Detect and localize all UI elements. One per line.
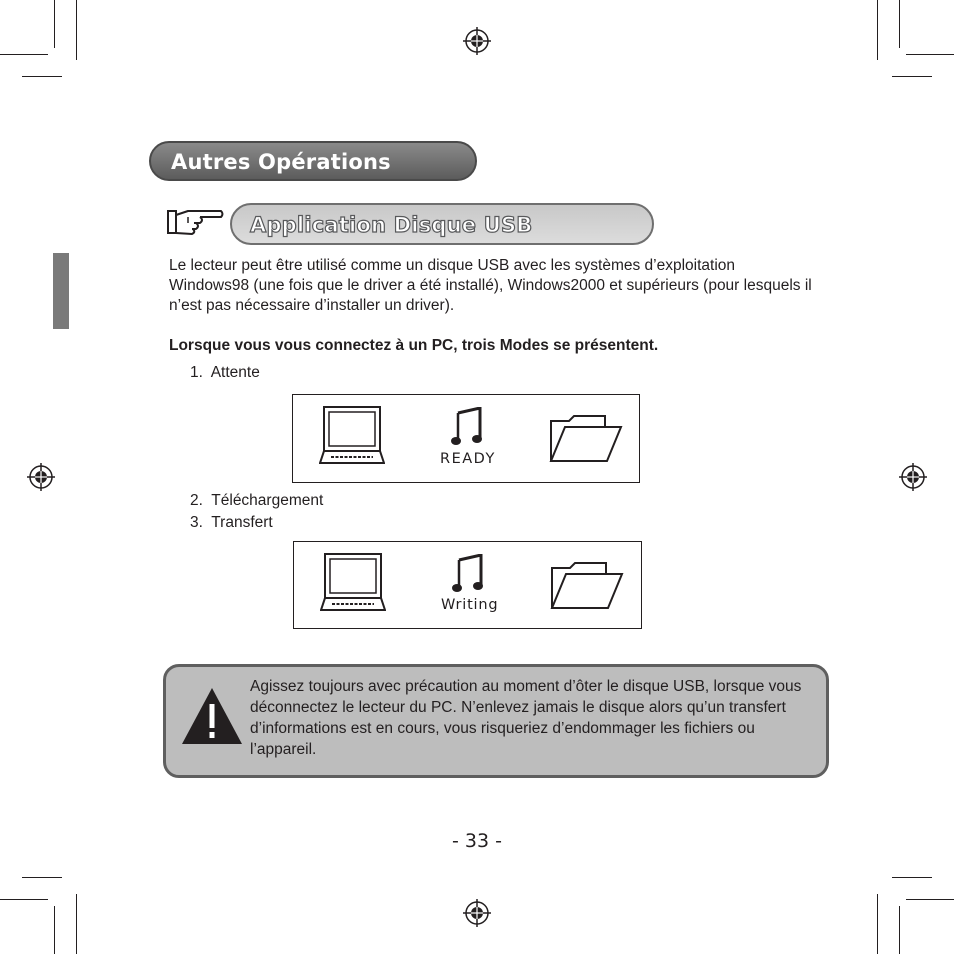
mode-label: Attente — [210, 364, 260, 381]
intro-paragraph: Le lecteur peut être utilisé comme un disque USB avec les systèmes d’exploitation Windows98 (une fois que le driver a été installé), Windows2000 et supérieurs (pour lesquels il n’est pas nécessaire d’installer un driver). — [169, 257, 812, 314]
section-title: Autres Opérations — [171, 150, 391, 174]
mode-item — [190, 513, 273, 533]
lcd-display-ready — [292, 394, 640, 483]
mode-label: Transfert — [211, 514, 273, 531]
laptop-icon — [320, 552, 386, 614]
warning-text: Agissez toujours avec précaution au moment d’ôter le disque USB, lorsque vous déconnectez le lecteur du PC. N’enlevez jamais le disque alors qu’un transfert d’informations est en cours, vous risqueriez d’endommager les fichiers ou l’appareil. — [250, 678, 802, 758]
page-number: - 33 - — [452, 830, 502, 852]
modes-heading: Lorsque vous vous connectez à un PC, trois Modes se présentent. — [169, 337, 659, 354]
folder-icon — [549, 415, 623, 463]
mode-number: 1. — [190, 364, 203, 381]
section-header — [149, 141, 477, 181]
registration-mark-top-icon — [463, 27, 491, 55]
mode-item — [190, 363, 260, 383]
lcd-display-writing — [293, 541, 642, 629]
registration-mark-left-icon — [27, 463, 55, 491]
status-text: READY — [440, 451, 496, 467]
mode-number: 2. — [190, 492, 203, 509]
mode-item — [190, 491, 323, 511]
side-tab — [53, 253, 69, 329]
folder-icon — [550, 562, 624, 610]
mode-number: 3. — [190, 514, 203, 531]
music-note-icon — [452, 554, 486, 594]
mode-label: Téléchargement — [211, 492, 324, 509]
status-text: Writing — [441, 597, 499, 613]
warning-icon — [180, 686, 244, 746]
registration-mark-bottom-icon — [463, 899, 491, 927]
music-note-icon — [451, 407, 485, 447]
laptop-icon — [319, 405, 385, 467]
subsection-header — [230, 203, 654, 245]
subsection-title: Application Disque USB — [250, 213, 533, 237]
pointing-hand-icon — [166, 207, 226, 237]
registration-mark-right-icon — [899, 463, 927, 491]
